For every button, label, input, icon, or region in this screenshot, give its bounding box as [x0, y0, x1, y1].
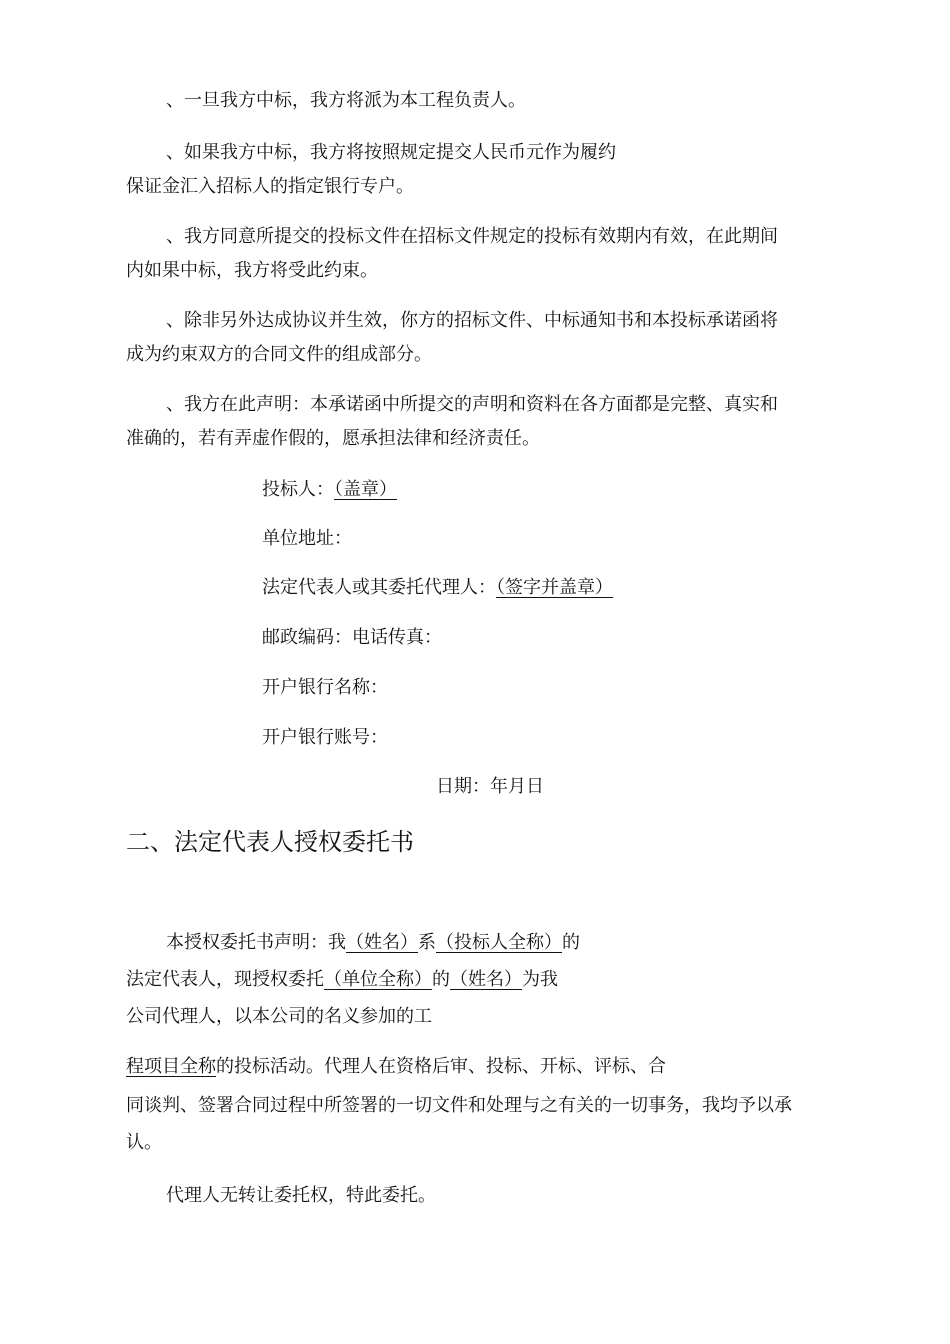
commitment-item-3-line-1: 、我方同意所提交的投标文件在招标文件规定的投标有效期内有效，在此期间: [166, 226, 778, 247]
bidder-fullname-placeholder: （投标人全称）: [436, 932, 562, 953]
auth-text: 的: [562, 932, 580, 953]
legal-rep-field: [262, 579, 613, 597]
bidder-field: [262, 481, 397, 499]
auth-text: 的: [432, 969, 450, 990]
auth-text: 系: [418, 932, 436, 953]
project-fullname-placeholder: 程项目全称: [126, 1056, 216, 1077]
auth-paragraph-line-3: 公司代理人，以本公司的名义参加的工: [126, 1006, 432, 1027]
bidder-label: 投标人：: [262, 479, 334, 500]
auth-text: 法定代表人，现授权委托: [126, 969, 324, 990]
commitment-item-5-line-2: 准确的，若有弄虚作假的，愿承担法律和经济责任。: [126, 428, 540, 449]
bank-account-label: 开户银行账号：: [262, 727, 388, 748]
commitment-item-4-line-1: 、除非另外达成协议并生效，你方的招标文件、中标通知书和本投标承诺函将: [166, 310, 778, 331]
legal-rep-label: 法定代表人或其委托代理人：: [262, 577, 496, 598]
postal-fax-label: 邮政编码：电话传真：: [262, 627, 442, 648]
commitment-item-2-line-2: 保证金汇入招标人的指定银行专户。: [126, 176, 414, 197]
auth-paragraph-line-6: 认。: [126, 1132, 162, 1153]
agent-name-placeholder: （姓名）: [450, 969, 522, 990]
address-label: 单位地址：: [262, 528, 352, 549]
auth-text: 的投标活动。代理人在资格后审、投标、开标、评标、合: [216, 1056, 666, 1077]
auth-paragraph-line-1: [166, 934, 580, 952]
legal-rep-sign-placeholder: （签字并盖章）: [496, 577, 613, 598]
bank-name-label: 开户银行名称：: [262, 677, 388, 698]
commitment-item-4-line-2: 成为约束双方的合同文件的组成部分。: [126, 344, 432, 365]
section-heading: 二、法定代表人授权委托书: [126, 828, 414, 856]
auth-paragraph-line-4: [126, 1058, 666, 1076]
commitment-item-1: 、一旦我方中标，我方将派为本工程负责人。: [166, 90, 526, 111]
name-placeholder: （姓名）: [346, 932, 418, 953]
auth-paragraph-line-5: 同谈判、签署合同过程中所签署的一切文件和处理与之有关的一切事务，我均予以承: [126, 1095, 792, 1116]
commitment-item-2-line-1: 、如果我方中标，我方将按照规定提交人民币元作为履约: [166, 142, 616, 163]
auth-paragraph-line-2: [126, 971, 558, 989]
date-label: 日期：年月日: [436, 776, 544, 797]
commitment-item-3-line-2: 内如果中标，我方将受此约束。: [126, 260, 378, 281]
unit-fullname-placeholder: （单位全称）: [324, 969, 432, 990]
bidder-seal-placeholder: （盖章）: [334, 479, 397, 500]
commitment-item-5-line-1: 、我方在此声明：本承诺函中所提交的声明和资料在各方面都是完整、真实和: [166, 394, 778, 415]
auth-text: 本授权委托书声明：我: [166, 932, 346, 953]
auth-text: 为我: [522, 969, 558, 990]
auth-closing-line: 代理人无转让委托权，特此委托。: [166, 1185, 436, 1206]
